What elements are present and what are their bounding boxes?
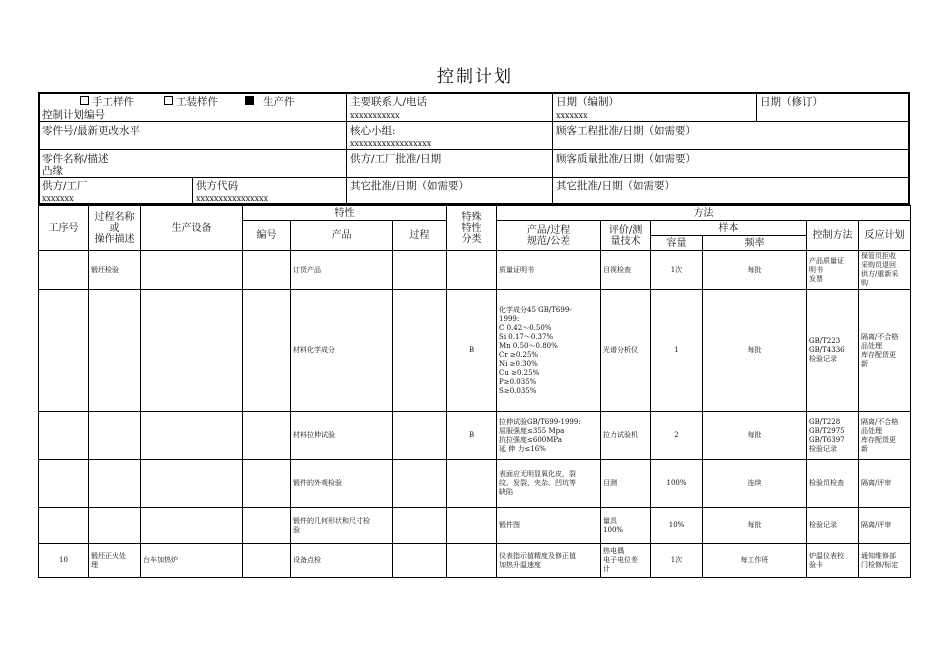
col-characteristics: 特性 (243, 206, 447, 221)
core-team-value: xxxxxxxxxxxxxxxxxx (350, 139, 432, 148)
page-title: 控制计划 (437, 67, 513, 87)
control-plan-table (38, 205, 911, 578)
cell-char-no (243, 544, 291, 578)
cell-equipment (141, 460, 243, 508)
cust-quality-approval-label: 顾客质量批准/日期（如需要） (556, 153, 697, 165)
cell-product: 锻件的外观检验 (291, 460, 393, 508)
cell-special (447, 460, 497, 508)
cell-spec: 锻件图 (497, 508, 601, 544)
cell-process (393, 251, 447, 290)
cell-control: 检验员检查 (807, 460, 859, 508)
cell-spec: 质量证明书 (497, 251, 601, 290)
cell-size: 2 (651, 412, 703, 460)
cell-process-no (39, 508, 89, 544)
cell-eval: 目视检查 (601, 251, 651, 290)
cell-char-no (243, 290, 291, 412)
cell-eval: 目测 (601, 460, 651, 508)
col-equipment: 生产设备 (141, 206, 243, 251)
cell-process (393, 508, 447, 544)
cell-size: 1 (651, 290, 703, 412)
cell-product: 材料拉伸试验 (291, 412, 393, 460)
cell-freq: 每批 (703, 251, 807, 290)
cell-reaction: 保管员拒收 采购员退回 供方/重新采 购 (859, 251, 911, 290)
cell-char-no (243, 251, 291, 290)
col-methods: 方法 (497, 206, 911, 221)
col-process-name: 过程名称 或 操作描述 (89, 206, 141, 251)
plan-no-label: 控制计划编号 (42, 109, 105, 121)
cell-freq: 每批 (703, 412, 807, 460)
cell-reaction: 隔离/评审 (859, 508, 911, 544)
cell-size: 1次 (651, 251, 703, 290)
cell-product: 订货产品 (291, 251, 393, 290)
cell-reaction: 隔离/不合格 品处理 库存配货更 新 (859, 290, 911, 412)
cell-process-name (89, 508, 141, 544)
cell-product: 锻件的几何形状和尺寸检 验 (291, 508, 393, 544)
cell-char-no (243, 508, 291, 544)
col-process-no: 工序号 (39, 206, 89, 251)
cell-control: 产品质量证 明书 发票 (807, 251, 859, 290)
supplier-value: xxxxxxx (42, 194, 74, 203)
part-name-label: 零件名称/描述 (42, 153, 109, 165)
cell-product: 设备点检 (291, 544, 393, 578)
cell-control: 检验记录 (807, 508, 859, 544)
col-control-method: 控制方法 (807, 221, 859, 251)
cell-process-no: 10 (39, 544, 89, 578)
checkbox-checked-icon (245, 96, 254, 105)
cell-equipment (141, 508, 243, 544)
header-block (38, 92, 910, 205)
cell-process (393, 412, 447, 460)
type-option-manual: 手工样件 (80, 96, 134, 108)
cell-reaction: 隔离/评审 (859, 460, 911, 508)
col-reaction: 反应计划 (859, 221, 911, 251)
cell-spec: 拉伸试验GB/T699-1999: 屈服强度≤355 Mpa 抗拉强度≤600MPa 延 伸 力≤16% (497, 412, 601, 460)
cell-equipment (141, 251, 243, 290)
cell-process-name (89, 460, 141, 508)
other-approval-1: 其它批准/日期（如需要） (350, 180, 470, 192)
cust-eng-approval-label: 顾客工程批准/日期（如需要） (556, 125, 697, 137)
cell-eval: 光谱分析仪 (601, 290, 651, 412)
cell-control: 炉温仪表校 验卡 (807, 544, 859, 578)
cell-spec: 表面应无明显氧化皮，裂 纹、发裂、夹杂、凹坑等 缺陷 (497, 460, 601, 508)
contact-label: 主要联系人/电话 (350, 96, 428, 108)
col-sample: 样本 (651, 221, 807, 236)
type-option-tooling: 工装样件 (164, 96, 218, 108)
other-approval-2: 其它批准/日期（如需要） (556, 180, 676, 192)
cell-control: GB/T223 GB/T4336 检验记录 (807, 290, 859, 412)
cell-process-name: 锻坯正火处 理 (89, 544, 141, 578)
supplier-approval-label: 供方/工厂批准/日期 (350, 153, 442, 165)
cell-special (447, 508, 497, 544)
cell-freq: 每批 (703, 508, 807, 544)
cell-product: 材料化学成分 (291, 290, 393, 412)
table-row (39, 460, 911, 508)
cell-freq: 每批 (703, 290, 807, 412)
date-compiled-label: 日期（编制） (556, 96, 619, 108)
cell-process (393, 290, 447, 412)
core-team-label: 核心小组: (350, 125, 396, 137)
col-char-process: 过程 (393, 221, 447, 251)
col-sample-size: 容量 (651, 236, 703, 251)
cell-process-name (89, 412, 141, 460)
cell-process-no (39, 460, 89, 508)
cell-process-no (39, 251, 89, 290)
cell-freq: 每工作班 (703, 544, 807, 578)
contact-value: xxxxxxxxxxx (350, 111, 400, 120)
cell-eval: 量具 100% (601, 508, 651, 544)
cell-size: 100% (651, 460, 703, 508)
cell-process-name (89, 290, 141, 412)
cell-freq: 连续 (703, 460, 807, 508)
cell-spec: 仪表指示值精度及修正值 加热升温速度 (497, 544, 601, 578)
table-row (39, 508, 911, 544)
table-row (39, 412, 911, 460)
table-row (39, 290, 911, 412)
cell-eval: 热电偶 电子电位差 计 (601, 544, 651, 578)
cell-equipment (141, 412, 243, 460)
col-eval: 评价/测 量技术 (601, 221, 651, 251)
cell-char-no (243, 460, 291, 508)
checkbox-icon (80, 96, 89, 105)
part-no-label: 零件号/最新更改水平 (42, 125, 141, 137)
supplier-code-label: 供方代码 (196, 180, 238, 192)
cell-special (447, 544, 497, 578)
cell-special: B (447, 412, 497, 460)
cell-special: B (447, 290, 497, 412)
date-revised-label: 日期（修订） (760, 96, 823, 108)
type-option-production: 生产件 (245, 96, 295, 108)
cell-process-no (39, 290, 89, 412)
table-row (39, 251, 911, 290)
col-spec: 产品/过程 规范/公差 (497, 221, 601, 251)
col-char-no: 编号 (243, 221, 291, 251)
table-row (39, 544, 911, 578)
cell-eval: 拉力试验机 (601, 412, 651, 460)
cell-special (447, 251, 497, 290)
col-char-product: 产品 (291, 221, 393, 251)
col-special-class: 特殊 特性 分类 (447, 206, 497, 251)
cell-size: 1次 (651, 544, 703, 578)
cell-size: 10% (651, 508, 703, 544)
checkbox-icon (164, 96, 173, 105)
part-name-value: 凸缘 (42, 165, 63, 177)
cell-equipment (141, 290, 243, 412)
cell-reaction: 通知维修部 门检修/标定 (859, 544, 911, 578)
cell-process-name: 锻坯检验 (89, 251, 141, 290)
col-sample-freq: 频率 (703, 236, 807, 251)
cell-process-no (39, 412, 89, 460)
cell-spec: 化学成分45 GB/T699- 1999: C 0.42～0.50% Si 0.17～0.37% Mn 0.50～0.80% Cr ≥0.25% Ni ≥0.30% Cu ≥0.25% P≥0.035% S≥0.035% (497, 290, 601, 412)
supplier-label: 供方/工厂 (42, 180, 88, 192)
date-compiled-value: xxxxxxx (556, 111, 588, 120)
cell-char-no (243, 412, 291, 460)
cell-equipment: 台车加热炉 (141, 544, 243, 578)
cell-process (393, 544, 447, 578)
supplier-code-value: xxxxxxxxxxxxxxxx (196, 194, 269, 203)
cell-reaction: 隔离/不合格 品处理 库存配货更 新 (859, 412, 911, 460)
cell-process (393, 460, 447, 508)
cell-control: GB/T228 GB/T2975 GB/T6397 检验记录 (807, 412, 859, 460)
